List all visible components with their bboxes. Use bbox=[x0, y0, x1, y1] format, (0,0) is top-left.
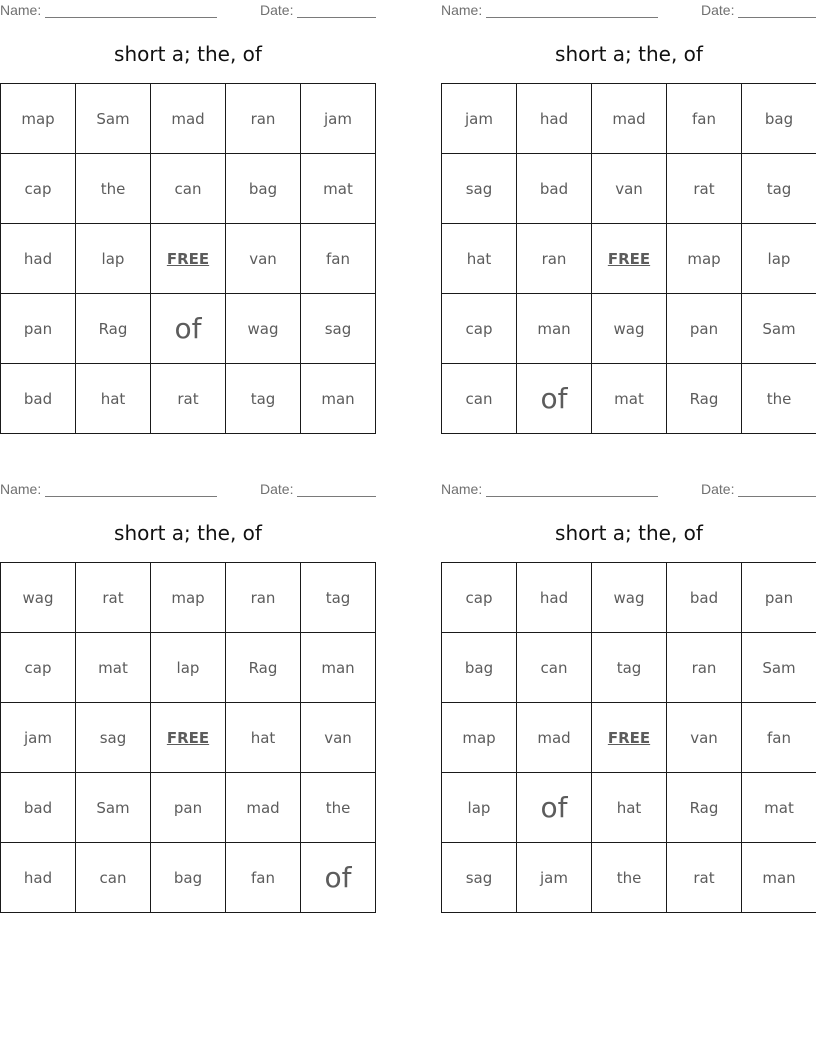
bingo-cell: had bbox=[1, 843, 76, 913]
bingo-cell: cap bbox=[1, 633, 76, 703]
bingo-cell: hat bbox=[226, 703, 301, 773]
grid-row bbox=[442, 224, 816, 294]
bingo-cell: had bbox=[1, 224, 76, 294]
bingo-cell: tag bbox=[592, 633, 667, 703]
bingo-cell: lap bbox=[76, 224, 151, 294]
card-header bbox=[0, 481, 376, 499]
name-label: Name: bbox=[441, 481, 483, 497]
free-space: FREE bbox=[592, 703, 667, 773]
bingo-cell: van bbox=[667, 703, 742, 773]
bingo-cell: jam bbox=[1, 703, 76, 773]
date-line bbox=[738, 496, 816, 497]
grid-row bbox=[1, 703, 376, 773]
grid-row bbox=[442, 563, 816, 633]
bingo-cell: wag bbox=[1, 563, 76, 633]
bingo-cell: map bbox=[1, 84, 76, 154]
bingo-cell: sag bbox=[301, 294, 376, 364]
bingo-cell: bag bbox=[151, 843, 226, 913]
bingo-cell: wag bbox=[226, 294, 301, 364]
bingo-cell: cap bbox=[1, 154, 76, 224]
grid-row bbox=[1, 224, 376, 294]
bingo-cell: pan bbox=[742, 563, 816, 633]
grid-row bbox=[442, 843, 816, 913]
grid-row bbox=[442, 703, 816, 773]
bingo-cell: ran bbox=[517, 224, 592, 294]
bingo-cell: can bbox=[517, 633, 592, 703]
grid-row bbox=[442, 633, 816, 703]
bingo-grid bbox=[441, 83, 816, 434]
bingo-cell: hat bbox=[76, 364, 151, 434]
bingo-cell: Sam bbox=[742, 633, 816, 703]
bingo-cell: jam bbox=[517, 843, 592, 913]
grid-row bbox=[442, 84, 816, 154]
bingo-cell: tag bbox=[226, 364, 301, 434]
bingo-cell: mad bbox=[592, 84, 667, 154]
grid-row bbox=[1, 633, 376, 703]
bingo-cell: map bbox=[442, 703, 517, 773]
bingo-cell: of bbox=[151, 294, 226, 364]
name-line bbox=[486, 496, 658, 497]
card-title: short a; the, of bbox=[114, 42, 262, 66]
bingo-cell: Rag bbox=[667, 773, 742, 843]
bingo-cell: pan bbox=[667, 294, 742, 364]
bingo-cell: Rag bbox=[76, 294, 151, 364]
bingo-cell: bag bbox=[442, 633, 517, 703]
bingo-cell: map bbox=[151, 563, 226, 633]
bingo-cell: wag bbox=[592, 563, 667, 633]
bingo-cell: sag bbox=[442, 154, 517, 224]
bingo-cell: wag bbox=[592, 294, 667, 364]
bingo-cell: hat bbox=[592, 773, 667, 843]
bingo-cell: mad bbox=[517, 703, 592, 773]
grid-row bbox=[442, 773, 816, 843]
grid-row bbox=[1, 364, 376, 434]
bingo-cell: of bbox=[517, 364, 592, 434]
bingo-cell: cap bbox=[442, 294, 517, 364]
grid-row bbox=[442, 294, 816, 364]
bingo-cell: the bbox=[592, 843, 667, 913]
bingo-cell: the bbox=[76, 154, 151, 224]
grid-row bbox=[1, 773, 376, 843]
card-header bbox=[0, 2, 376, 20]
bingo-cell: Rag bbox=[667, 364, 742, 434]
bingo-cell: ran bbox=[667, 633, 742, 703]
bingo-cell: bad bbox=[667, 563, 742, 633]
bingo-cell: bad bbox=[517, 154, 592, 224]
bingo-cell: rat bbox=[76, 563, 151, 633]
name-label: Name: bbox=[0, 2, 42, 18]
bingo-cell: fan bbox=[667, 84, 742, 154]
grid-row bbox=[1, 294, 376, 364]
name-line bbox=[486, 17, 658, 18]
bingo-cell: fan bbox=[301, 224, 376, 294]
bingo-cell: pan bbox=[1, 294, 76, 364]
bingo-cell: van bbox=[226, 224, 301, 294]
name-line bbox=[45, 17, 217, 18]
bingo-cell: Sam bbox=[742, 294, 816, 364]
bingo-cell: fan bbox=[226, 843, 301, 913]
bingo-cell: Rag bbox=[226, 633, 301, 703]
card-title: short a; the, of bbox=[555, 521, 703, 545]
bingo-cell: ran bbox=[226, 84, 301, 154]
bingo-cell: mat bbox=[76, 633, 151, 703]
grid-row bbox=[442, 154, 816, 224]
bingo-cell: sag bbox=[76, 703, 151, 773]
bingo-cell: mad bbox=[151, 84, 226, 154]
bingo-cell: bad bbox=[1, 364, 76, 434]
bingo-cell: man bbox=[301, 633, 376, 703]
bingo-cell: pan bbox=[151, 773, 226, 843]
date-label: Date: bbox=[260, 481, 294, 497]
bingo-cell: cap bbox=[442, 563, 517, 633]
bingo-cell: mat bbox=[742, 773, 816, 843]
bingo-cell: had bbox=[517, 84, 592, 154]
bingo-cell: man bbox=[742, 843, 816, 913]
bingo-cell: map bbox=[667, 224, 742, 294]
bingo-cell: fan bbox=[742, 703, 816, 773]
bingo-cell: hat bbox=[442, 224, 517, 294]
bingo-cell: mat bbox=[592, 364, 667, 434]
bingo-cell: the bbox=[742, 364, 816, 434]
grid-row bbox=[1, 154, 376, 224]
bingo-cell: Sam bbox=[76, 773, 151, 843]
card-title: short a; the, of bbox=[114, 521, 262, 545]
free-space: FREE bbox=[151, 224, 226, 294]
bingo-cell: tag bbox=[301, 563, 376, 633]
bingo-cell: mad bbox=[226, 773, 301, 843]
bingo-cell: rat bbox=[151, 364, 226, 434]
bingo-cell: van bbox=[301, 703, 376, 773]
bingo-cell: tag bbox=[742, 154, 816, 224]
bingo-cell: lap bbox=[442, 773, 517, 843]
bingo-grid bbox=[0, 83, 376, 434]
bingo-cell: bag bbox=[742, 84, 816, 154]
bingo-cell: lap bbox=[151, 633, 226, 703]
grid-row bbox=[1, 84, 376, 154]
bingo-cell: ran bbox=[226, 563, 301, 633]
bingo-cell: jam bbox=[301, 84, 376, 154]
bingo-cell: can bbox=[442, 364, 517, 434]
bingo-cell: lap bbox=[742, 224, 816, 294]
bingo-cell: had bbox=[517, 563, 592, 633]
date-line bbox=[297, 496, 376, 497]
bingo-cell: man bbox=[517, 294, 592, 364]
bingo-cell: can bbox=[151, 154, 226, 224]
grid-row bbox=[1, 843, 376, 913]
bingo-cell: jam bbox=[442, 84, 517, 154]
bingo-cell: rat bbox=[667, 843, 742, 913]
grid-row bbox=[1, 563, 376, 633]
bingo-cell: man bbox=[301, 364, 376, 434]
card-title: short a; the, of bbox=[555, 42, 703, 66]
name-line bbox=[45, 496, 217, 497]
bingo-grid bbox=[441, 562, 816, 913]
date-label: Date: bbox=[701, 481, 735, 497]
bingo-cell: van bbox=[592, 154, 667, 224]
bingo-cell: bad bbox=[1, 773, 76, 843]
name-label: Name: bbox=[441, 2, 483, 18]
bingo-cell: can bbox=[76, 843, 151, 913]
date-label: Date: bbox=[260, 2, 294, 18]
free-space: FREE bbox=[151, 703, 226, 773]
bingo-cell: sag bbox=[442, 843, 517, 913]
bingo-grid bbox=[0, 562, 376, 913]
bingo-cell: the bbox=[301, 773, 376, 843]
bingo-cell: rat bbox=[667, 154, 742, 224]
date-line bbox=[738, 17, 816, 18]
date-label: Date: bbox=[701, 2, 735, 18]
bingo-cell: of bbox=[517, 773, 592, 843]
card-header bbox=[441, 2, 816, 20]
date-line bbox=[297, 17, 376, 18]
bingo-cell: Sam bbox=[76, 84, 151, 154]
name-label: Name: bbox=[0, 481, 42, 497]
bingo-cell: mat bbox=[301, 154, 376, 224]
card-header bbox=[441, 481, 816, 499]
free-space: FREE bbox=[592, 224, 667, 294]
bingo-cell: of bbox=[301, 843, 376, 913]
bingo-cell: bag bbox=[226, 154, 301, 224]
grid-row bbox=[442, 364, 816, 434]
